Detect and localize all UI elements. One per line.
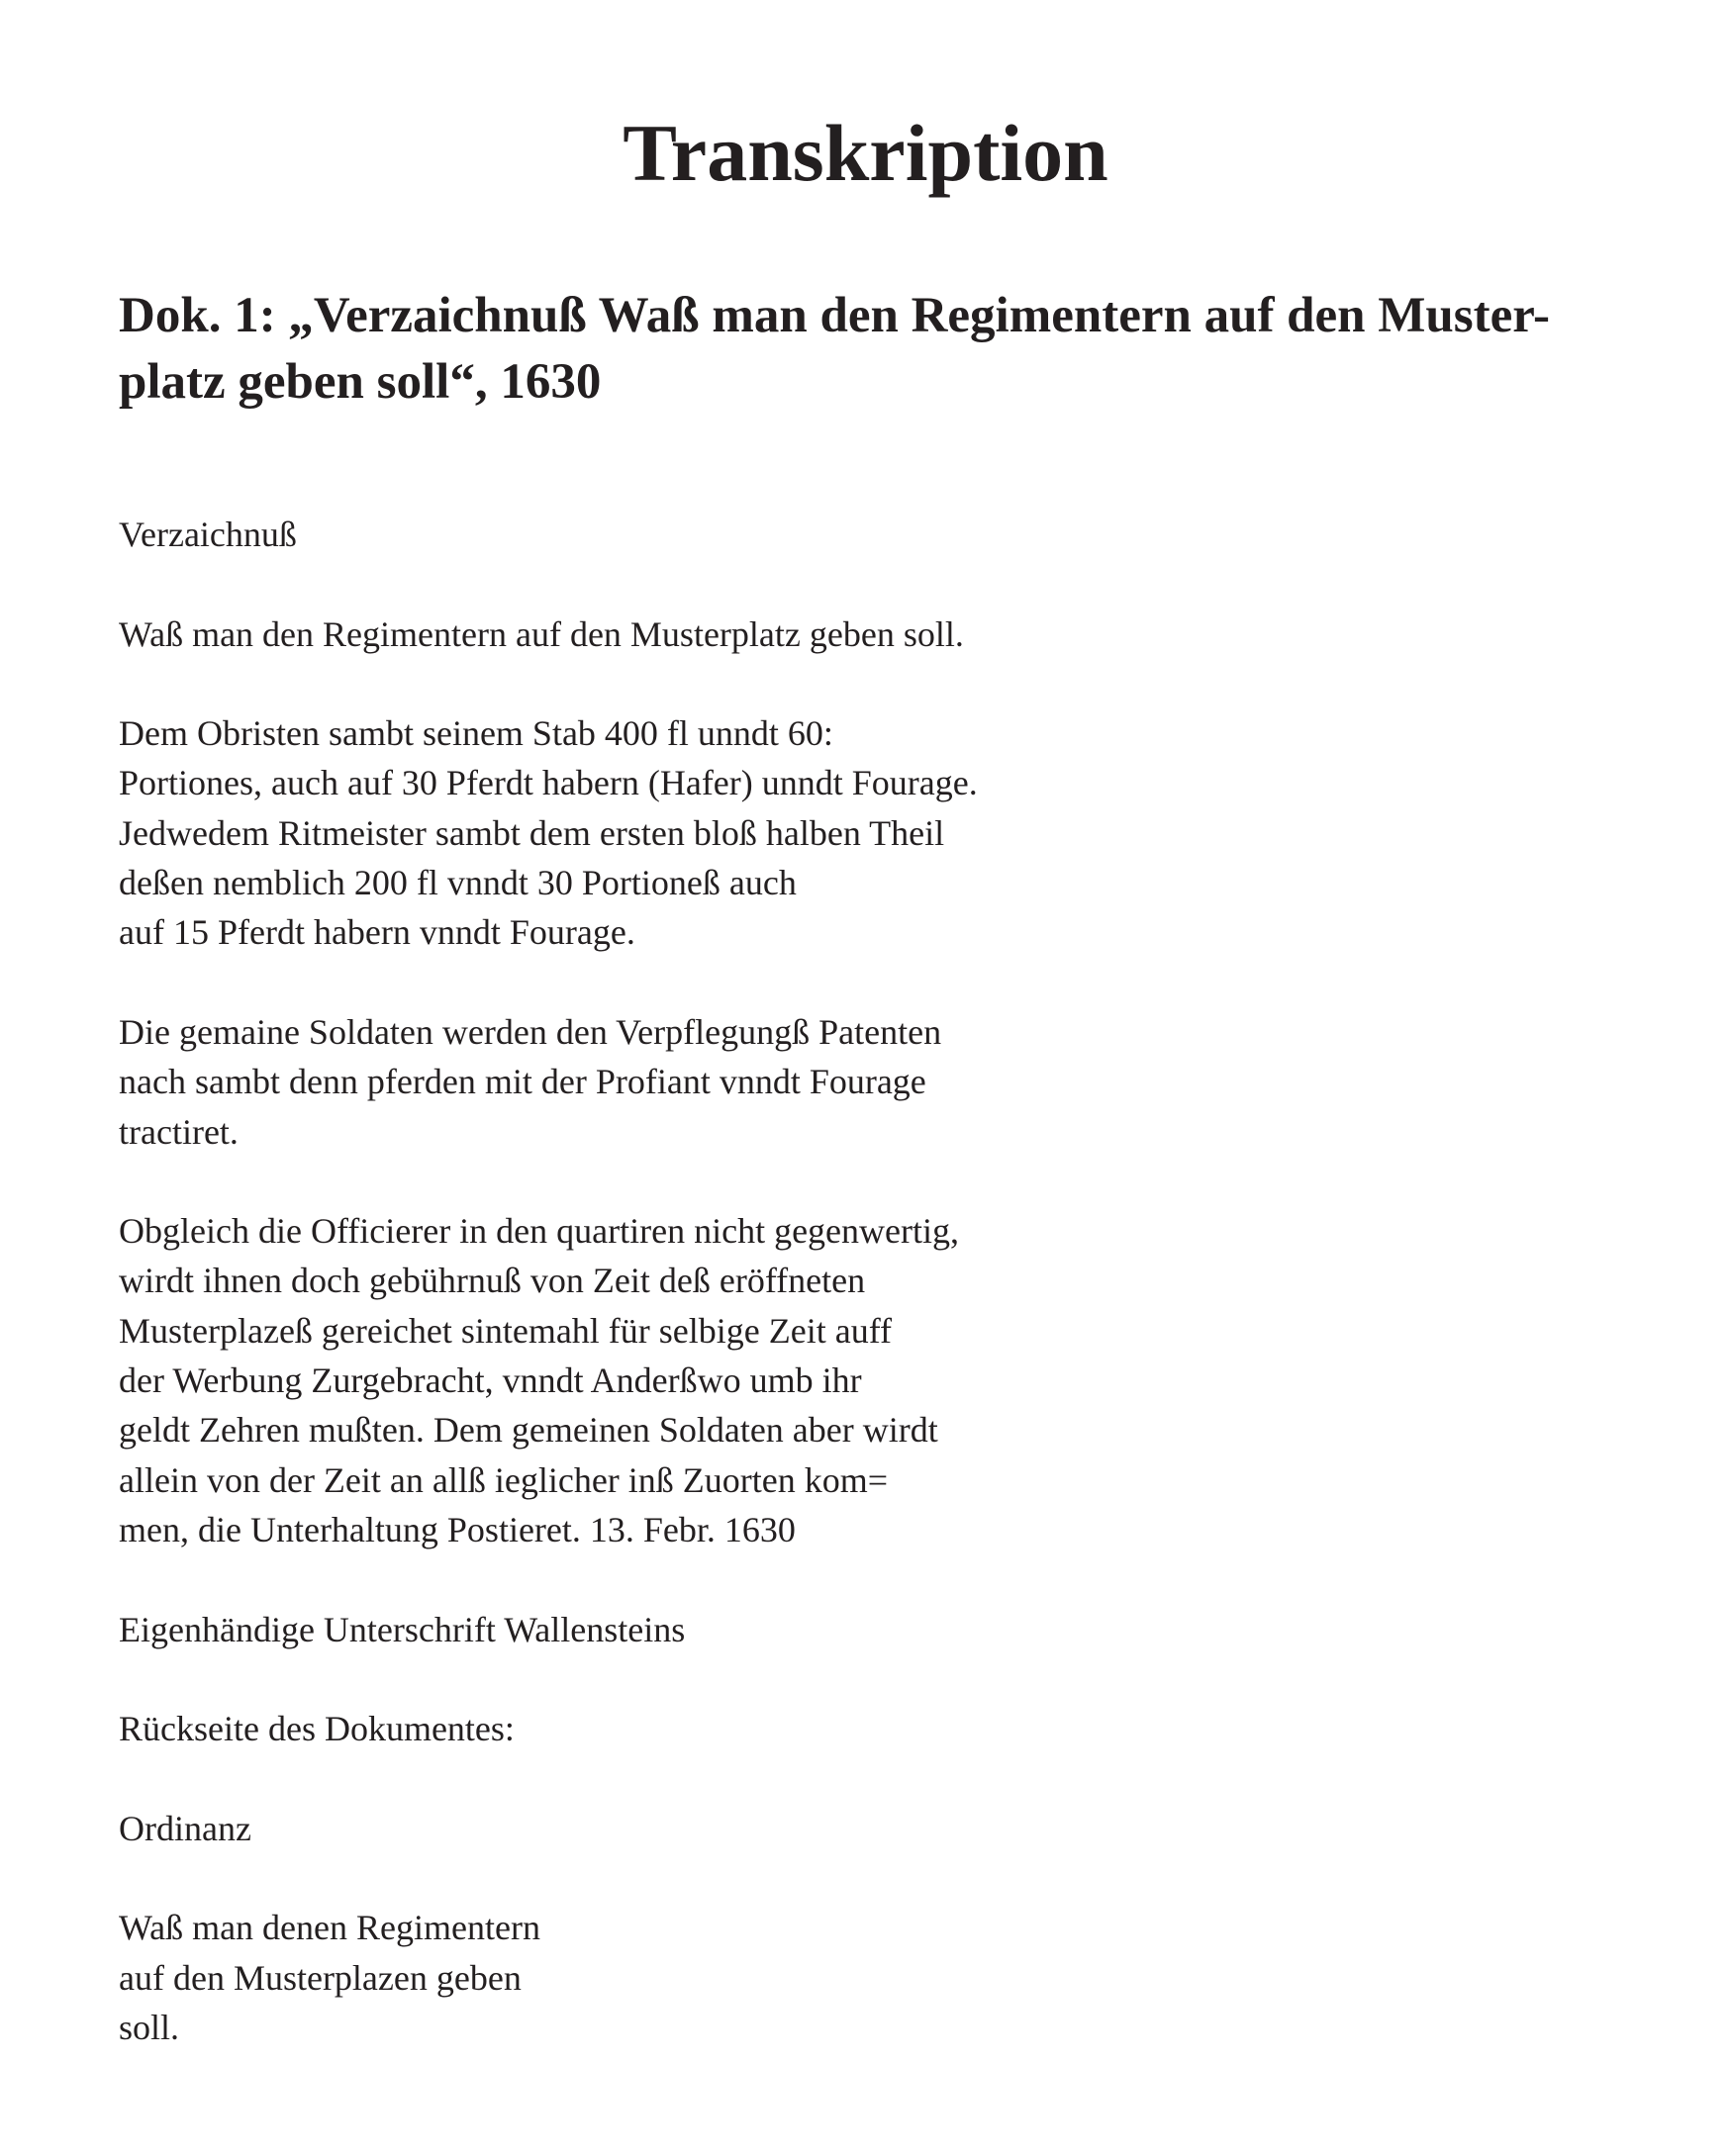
text-line: Obgleich die Officierer in den quartiren nicht gegenwertig, xyxy=(119,1211,960,1252)
paragraph-obristen xyxy=(119,708,1306,957)
paragraph-title-verzaichnuss xyxy=(119,510,1306,559)
text-line: Musterplazeß gereichet sintemahl für selbige Zeit auff xyxy=(119,1310,893,1351)
text-line: auf 15 Pferdt habern vnndt Fourage. xyxy=(119,912,635,953)
paragraph-reverse-text xyxy=(119,1903,1306,2052)
text-line: allein von der Zeit an allß ieglicher inß Zuorten kom= xyxy=(119,1459,889,1500)
paragraph-ordinanz xyxy=(119,1804,1306,1853)
document-heading-line: Dok. 1: „Verzaichnuß Waß man den Regimentern auf den Muster- xyxy=(119,288,1550,343)
text-line: Verzaichnuß xyxy=(119,515,297,554)
paragraph-subtitle xyxy=(119,609,1306,659)
text-line: tractiret. xyxy=(119,1111,239,1152)
paragraph-officierer xyxy=(119,1206,1306,1554)
text-line: soll. xyxy=(119,2007,180,2047)
text-line: Dem Obristen sambt seinem Stab 400 fl unndt 60: xyxy=(119,713,833,754)
text-line: Waß man denen Regimentern xyxy=(119,1908,540,1948)
text-line: auf den Musterplazen geben xyxy=(119,1957,522,1998)
document-heading xyxy=(119,283,1623,416)
text-line: deßen nemblich 200 fl vnndt 30 Portioneß auch xyxy=(119,863,797,903)
paragraph-soldaten xyxy=(119,1007,1306,1157)
text-line: Rückseite des Dokumentes: xyxy=(119,1709,515,1749)
transcription-body xyxy=(119,510,1306,2103)
paragraph-reverse-side xyxy=(119,1704,1306,1753)
text-line: geldt Zehren mußten. Dem gemeinen Soldaten aber wirdt xyxy=(119,1410,938,1451)
text-line: Ordinanz xyxy=(119,1808,251,1848)
text-line: der Werbung Zurgebracht, vnndt Anderßwo umb ihr xyxy=(119,1360,862,1401)
text-line: Eigenhändige Unterschrift Wallensteins xyxy=(119,1609,686,1649)
page-title: Transkription xyxy=(623,108,1108,198)
text-line: Waß man den Regimentern auf den Musterplatz geben soll. xyxy=(119,613,964,654)
text-line: Die gemaine Soldaten werden den Verpflegungß Patenten xyxy=(119,1011,942,1052)
text-line: Portiones, auch auf 30 Pferdt habern (Hafer) unndt Fourage. xyxy=(119,763,978,803)
text-line: men, die Unterhaltung Postieret. 13. Febr. 1630 xyxy=(119,1509,796,1549)
text-line: Jedwedem Ritmeister sambt dem ersten bloß halben Theil xyxy=(119,812,945,853)
document-heading-line: platz geben soll“, 1630 xyxy=(119,354,602,410)
text-line: nach sambt denn pferden mit der Profiant vnndt Fourage xyxy=(119,1062,926,1102)
text-line: wirdt ihnen doch gebührnuß von Zeit deß eröffneten xyxy=(119,1261,866,1301)
paragraph-signature-note xyxy=(119,1605,1306,1654)
